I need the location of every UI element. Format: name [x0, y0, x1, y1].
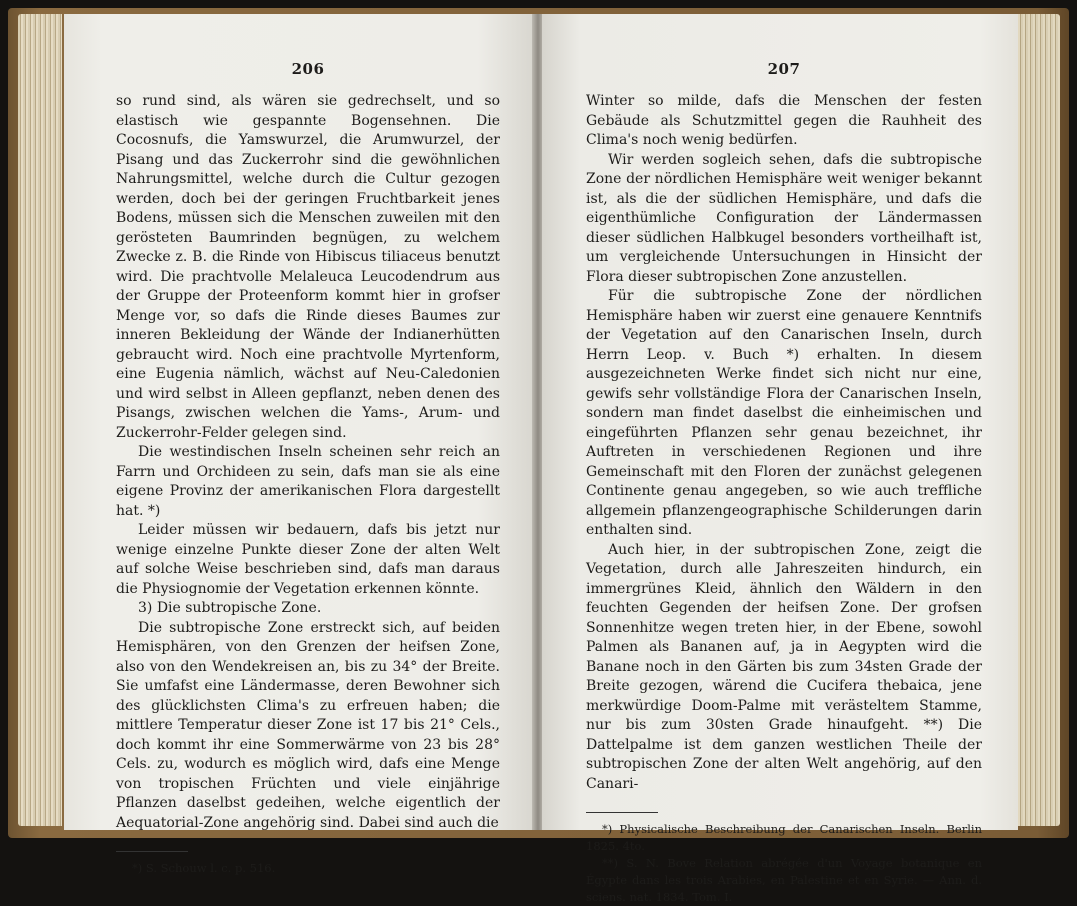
paragraph: so rund sind, als wären sie gedrechselt, und so elastisch wie gespannte Bogensehnen. Die Cocosnufs, die Yamswurzel, die Arumwurzel, der Pisang und das Zuckerrohr sind die gewöhnlichen Nahrungsmittel, welche durch die Cultur gezogen werden, doch bei der geringen Fruchtbarkeit jenes Bodens, müssen sich die Menschen zuweilen mit den gerösteten Baumrinden begnügen, zu welchem Zwecke z. B. die Rinde von Hibiscus tiliaceus benutzt wird. Die prachtvolle Melaleuca Leucodendrum aus der Gruppe der Proteenform kommt hier in grofser Menge vor, so dafs die Rinde dieses Baumes zur inneren Bekleidung der Wände der Indianerhütten gebraucht wird. Noch eine prachtvolle Myrtenform, eine Eugenia nämlich, wächst auf Neu-Caledonien und wird selbst in Alleen gepflanzt, neben denen des Pisangs, zwischen welchen die Yams-, Arum- und Zuckerrohr-Felder gelegen sind.: [116, 93, 500, 441]
footnote-rule: [586, 812, 658, 813]
page-edges-left: [18, 14, 62, 826]
paragraph: Wir werden sogleich sehen, dafs die subtropische Zone der nördlichen Hemisphäre weit weniger bekannt ist, als die der südlichen Hemisphäre, und dafs die eigenthümliche Configuration der Ländermassen dieser südlichen Halbkugel besonders vortheilhaft ist, um vergleichende Untersuchungen in Hinsicht der Flora dieser subtropischen Zone anzustellen.: [586, 151, 982, 285]
footnote: *) S. Schouw l. c. p. 516.: [132, 861, 276, 875]
paragraph: Die subtropische Zone erstreckt sich, auf beiden Hemisphären, von den Grenzen der heifsen Zone, also von den Wendekreisen an, bis zu 34° der Breite. Sie umfafst eine Ländermasse, deren Bewohner sich des glücklichsten Clima's zu erfreuen haben; die mittlere Temperatur dieser Zone ist 17 bis 21° Cels., doch kommt ihr eine Sommerwärme von 23 bis 28° Cels. zu, wodurch es möglich wird, dafs eine Menge von tropischen Früchten und viele einjährige Pflanzen daselbst gedeihen, welche eigentlich der Aequatorial-Zone angehörig sind. Dabei sind auch die: [116, 619, 500, 831]
section-title: 3) Die subtropische Zone.: [138, 600, 322, 616]
paragraph: Die westindischen Inseln scheinen sehr reich an Farrn und Orchideen zu sein, dafs man sie als eine eigene Provinz der amerikanischen Flora dargestellt hat. *): [116, 444, 500, 519]
right-page: [542, 14, 1018, 904]
left-page: [64, 14, 534, 875]
left-page-text: [116, 92, 500, 833]
paragraph: Für die subtropische Zone der nördlichen Hemisphäre haben wir zuerst eine genauere Kenntnifs der Vegetation auf den Canarischen Inseln, durch Herrn Leop. v. Buch *) erhalten. In diesem ausgezeichneten Werke findet sich nicht nur eine, gewifs sehr vollständige Flora der Canarischen Inseln, sondern man findet daselbst die einheimischen und eingeführten Pflanzen sehr genau bezeichnet, ihr Auftreten in verschiedenen Regionen und ihre Gemeinschaft mit den Floren der zunächst gelegenen Continente genau angegeben, so wie auch treffliche allgemein pflanzengeographische Schilderungen darin enthalten sind.: [586, 288, 982, 538]
paragraph: Winter so milde, dafs die Menschen der festen Gebäude als Schutzmittel gegen die Rauhheit des Clima's noch wenig bedürfen.: [586, 93, 982, 148]
footnote-rule: [116, 851, 188, 852]
page-number: 207: [767, 60, 801, 78]
paragraph: Leider müssen wir bedauern, dafs bis jetzt nur wenige einzelne Punkte dieser Zone der alten Welt auf solche Weise beschrieben sind, dafs man daraus die Physiognomie der Vegetation erkennen könnte.: [116, 522, 500, 597]
right-page-text: [586, 92, 982, 794]
page-edges-right: [1018, 14, 1060, 826]
page-number: 206: [291, 60, 325, 78]
paragraph: Auch hier, in der subtropischen Zone, zeigt die Vegetation, durch alle Jahreszeiten hindurch, ein immergrünes Kleid, ähnlich den Wäldern in den feuchten Gegenden der heifsen Zone. Der grofsen Sonnenhitze wegen treten hier, in der Ebene, sowohl Palmen als Bananen auf, ja in Aegypten wird die Banane noch in den Gärten bis zum 34sten Grade der Breite gezogen, wärend die Cucifera thebaica, jene merkwürdige Doom-Palme mit verästeltem Stamme, nur bis zum 30sten Grade hinaufgeht. **) Die Dattelpalme ist dem ganzen westlichen Theile der subtropischen Zone der alten Welt angehörig, auf den Canari-: [586, 541, 982, 792]
footnote: **) S. N. Bove Relation abrégée d'un Voyage botanique en Égypte dans les trois Arabies, en Palestine et en Syrie. — Ann. d. sciens. nat. 1834. Tom. I.: [586, 856, 982, 904]
footnote: *) Physicalische Beschreibung der Canarischen Inseln. Berlin 1825. 4to.: [586, 822, 982, 853]
